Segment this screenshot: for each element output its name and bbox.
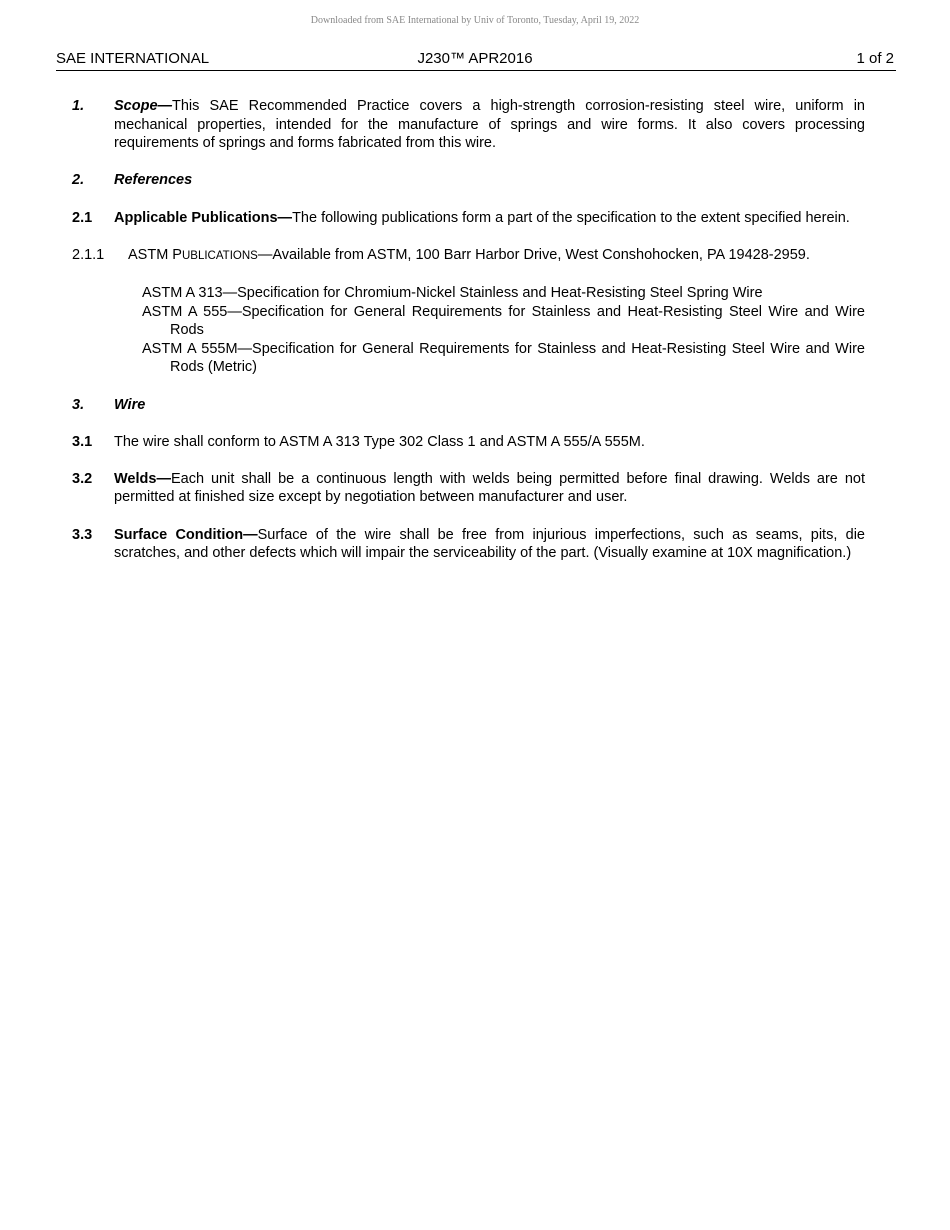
section-title: References <box>114 172 193 189</box>
section-text: —Available from ASTM, 100 Barr Harbor Drive, West Conshohocken, PA 19428-2959. <box>257 246 810 263</box>
section-text: The following publications form a part of the specification to the extent specified herein. <box>292 209 850 226</box>
section-title: Surface Condition— <box>114 526 258 543</box>
document-body <box>72 97 865 563</box>
header-doc-id: J230™ APR2016 <box>417 50 533 67</box>
section-wire <box>72 396 865 415</box>
header-page-number: 1 of 2 <box>856 50 894 67</box>
section-number: 2.1.1 <box>72 246 105 263</box>
section-number: 3. <box>72 396 85 413</box>
section-title: Scope— <box>114 98 173 114</box>
section-surface-condition <box>72 526 865 563</box>
section-number: 1. <box>72 98 85 114</box>
reference-item: ASTM A 313—Specification for Chromium-Nickel Stainless and Heat-Resisting Steel Spring Wire <box>142 284 763 301</box>
section-number: 2.1 <box>72 209 93 226</box>
reference-list <box>72 284 865 377</box>
header-org: SAE INTERNATIONAL <box>56 50 210 67</box>
section-title: Welds— <box>114 470 171 487</box>
section-title-cap: ASTM P <box>128 246 182 263</box>
section-title: Wire <box>114 396 146 413</box>
section-title: Applicable Publications— <box>114 209 293 226</box>
download-note: Downloaded from SAE International by Univ of Toronto, Tuesday, April 19, 2022 <box>310 15 640 26</box>
section-references <box>72 171 865 190</box>
section-number: 3.2 <box>72 470 93 487</box>
section-astm-publications <box>72 246 865 266</box>
section-title-small-caps: UBLICATIONS <box>181 249 258 262</box>
section-text: This SAE Recommended Practice covers a high-strength corrosion-resisting steel wire, uniform in mechanical properties, intended for the manufacture of springs and wire forms. It also covers processing requirements of springs and forms fabricated from this wire. <box>114 98 865 152</box>
section-text: Each unit shall be a continuous length with welds being permitted before final drawing. Welds are not permitted at finished size except by negotiation between manufacturer and user. <box>114 470 865 506</box>
page-header <box>56 50 896 71</box>
section-text: The wire shall conform to ASTM A 313 Type 302 Class 1 and ASTM A 555/A 555M. <box>114 433 645 450</box>
reference-item: ASTM A 555M—Specification for General Requirements for Stainless and Heat-Resisting Steel Wire and Wire Rods (Metric) <box>142 340 865 376</box>
section-number: 3.1 <box>72 433 93 450</box>
section-scope <box>72 97 865 153</box>
section-welds <box>72 470 865 507</box>
section-applicable-publications <box>72 209 865 228</box>
reference-item: ASTM A 555—Specification for General Requirements for Stainless and Heat-Resisting Steel Wire and Wire Rods <box>142 303 865 339</box>
section-number: 3.3 <box>72 526 93 543</box>
section-wire-conformance <box>72 433 865 452</box>
section-text: Surface of the wire shall be free from injurious imperfections, such as seams, pits, die scratches, and other defects which will impair the serviceability of the part. (Visually examine at 10X magnification.) <box>114 526 865 562</box>
section-number: 2. <box>72 172 85 189</box>
